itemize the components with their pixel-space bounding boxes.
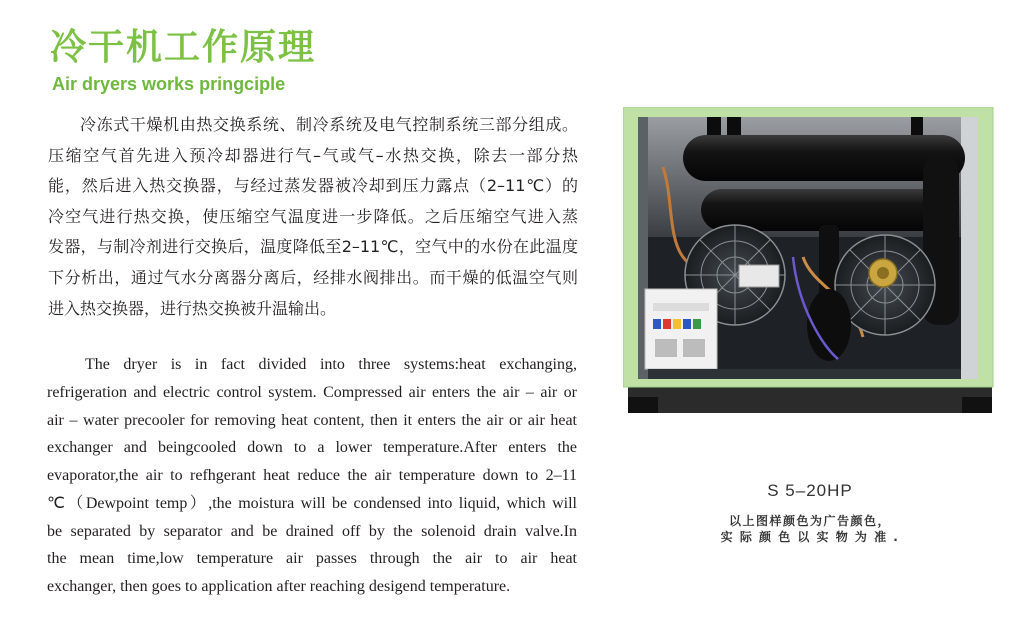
chinese-line: 冷冻式干燥机由热交换系统、制冷系统及电气控制系统三部分组成。 bbox=[80, 115, 578, 134]
pressure-switch bbox=[739, 265, 779, 287]
english-line: exchanger, then goes to application after reaching desigend temperature. bbox=[47, 578, 511, 595]
chinese-line: 进入热交换器，进行热交换被升温输出。 bbox=[48, 298, 337, 318]
color-disclaimer bbox=[700, 513, 920, 545]
english-line: exchanger and beingcooled down to a lower temperature.After enters the bbox=[47, 439, 577, 457]
chinese-line: 能，然后进入热交换器，与经过蒸发器被冷却到压力露点（2–11℃）的 bbox=[48, 176, 578, 196]
english-line: The dryer is in fact divided into three systems:heat exchanging, bbox=[85, 356, 577, 373]
interior-floor bbox=[648, 369, 961, 379]
chinese-line: 发器，与制冷剂进行交换后，温度降低至2–11℃，空气中的水份在此温度 bbox=[48, 237, 578, 257]
brass-fitting-center bbox=[877, 267, 889, 279]
electric-control-box bbox=[645, 289, 717, 369]
english-description bbox=[47, 351, 577, 601]
english-line: be separated by separator and be drained off by the solenoid drain valve.In bbox=[47, 522, 577, 540]
product-photo bbox=[623, 107, 995, 413]
cabinet-foot bbox=[628, 397, 658, 413]
chinese-description bbox=[48, 110, 578, 324]
english-line: air – water precooler for removing heat content, then it enters the air or air heat bbox=[47, 411, 577, 429]
english-line: the mean time,low temperature air passes through the air to air heat bbox=[47, 550, 577, 568]
disclaimer-line: 以上图样颜色为广告颜色， bbox=[728, 514, 891, 528]
english-line: refrigeration and electric control system. Compressed air enters the air – air or bbox=[47, 383, 577, 401]
disclaimer-line: 实 际 颜 色 以 实 物 为 准 . bbox=[720, 530, 900, 544]
english-line: ℃（Dewpoint temp）,the moistura will be condensed into liquid, which will bbox=[47, 494, 577, 512]
page-title-chinese: 冷干机工作原理 bbox=[50, 27, 317, 68]
heat-exchanger-pipe-upper bbox=[683, 135, 965, 181]
chinese-line: 下分析出，通过气水分离器分离后，经排水阀排出。而干燥的低温空气则 bbox=[48, 267, 578, 287]
product-model: S 5–20HP bbox=[767, 481, 853, 500]
cabinet-foot bbox=[962, 397, 992, 413]
english-line: evaporator,the air to refhgerant heat reduce the air temperature down to 2–11 bbox=[47, 467, 577, 484]
page-title-english: Air dryers works pringciple bbox=[52, 74, 286, 94]
chinese-line: 压缩空气首先进入预冷却器进行气–气或气–水热交换，除去一部分热 bbox=[48, 145, 578, 165]
chinese-line: 冷空气进行热交换，使压缩空气温度进一步降低。之后压缩空气进入蒸 bbox=[48, 206, 578, 226]
